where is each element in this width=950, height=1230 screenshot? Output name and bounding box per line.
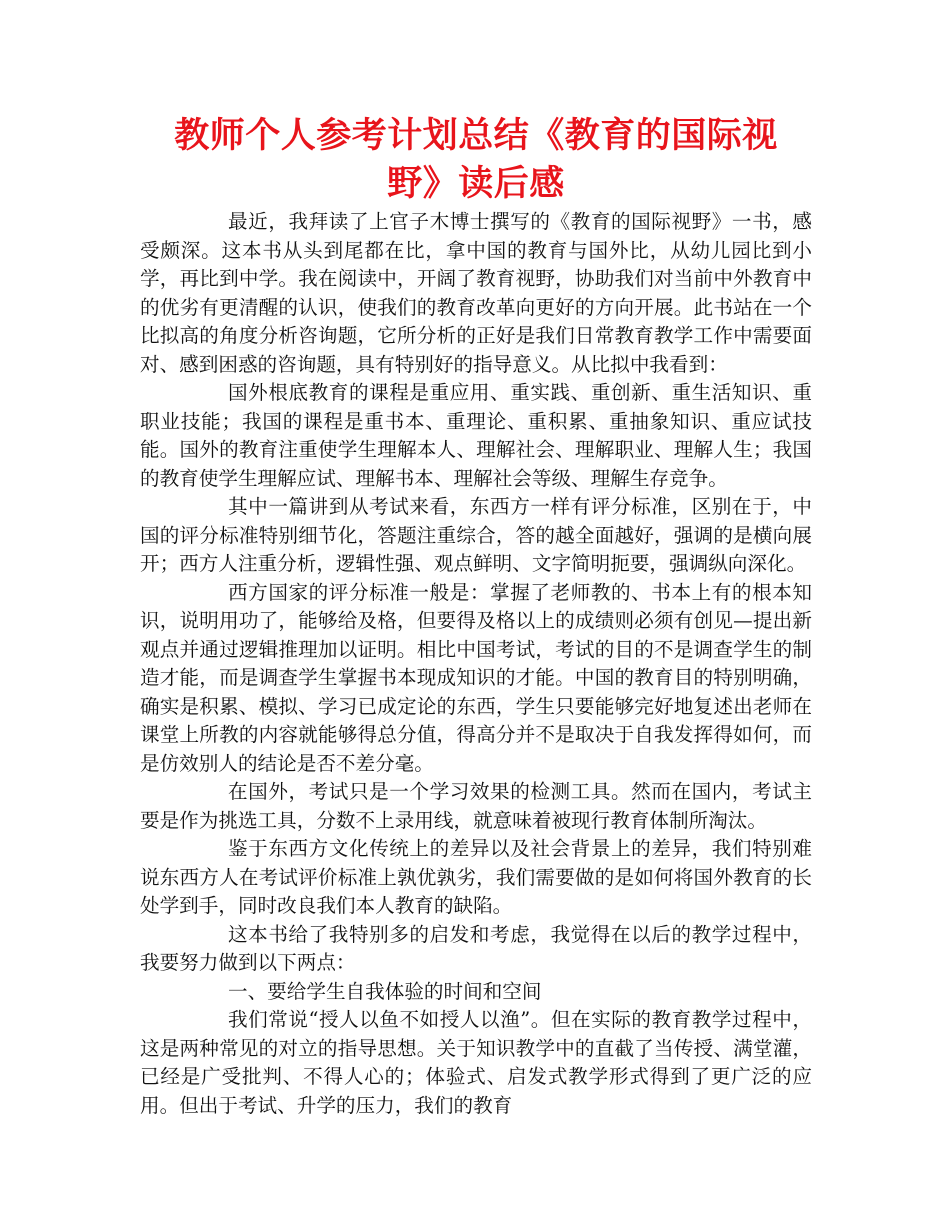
paragraph-7: 这本书给了我特别多的启发和考虑，我觉得在以后的教学过程中，我要努力做到以下两点： <box>140 922 812 974</box>
paragraph-4: 西方国家的评分标准一般是：掌握了老师教的、书本上有的根本知识，说明用功了，能够给及格，但要得及格以上的成绩则必须有创见—提出新观点并通过逻辑推理加以证明。相比中国考试，考试的目的不是调查学生的制造才能，而是调查学生掌握书本现成知识的才能。中国的教育目的特别明确，确实是积累、模拟、学习已成定论的东西，学生只要能够完好地复述出老师在课堂上所教的内容就能够得总分值，得高分并不是取决于自我发挥得如何，而是仿效别人的结论是否不差分毫。 <box>140 580 812 775</box>
paragraph-5: 在国外，考试只是一个学习效果的检测工具。然而在国内，考试主要是作为挑选工具，分数不上录用线，就意味着被现行教育体制所淘汰。 <box>140 780 812 832</box>
paragraph-8: 我们常说“授人以鱼不如授人以渔”。但在实际的教育教学过程中，这是两种常见的对立的指导思想。关于知识教学中的直截了当传授、满堂灌，已经是广受批判、不得人心的；体验式、启发式教学形式得到了更广泛的应用。但出于考试、升学的压力，我们的教育 <box>140 1008 812 1117</box>
document-title <box>140 112 812 208</box>
section-heading-1: 一、要给学生自我体验的时间和空间 <box>228 979 542 1003</box>
title-line-1: 教师个人参考计划总结《教育的国际视 <box>174 116 778 156</box>
paragraph-6: 鉴于东西方文化传统上的差异以及社会背景上的差异，我们特别难说东西方人在考试评价标准上孰优孰劣，我们需要做的是如何将国外教育的长处学到手，同时改良我们本人教育的缺陷。 <box>140 837 812 917</box>
paragraph-1: 最近，我拜读了上官子木博士撰写的《教育的国际视野》一书，感受颇深。这本书从头到尾都在比，拿中国的教育与国外比，从幼儿园比到小学，再比到中学。我在阅读中，开阔了教育视野，协助我们对当前中外教育中的优劣有更清醒的认识，使我们的教育改革向更好的方向开展。此书站在一个比拟高的角度分析咨询题，它所分析的正好是我们日常教育教学工作中需要面对、感到困惑的咨询题，具有特别好的指导意义。从比拟中我看到： <box>140 210 812 376</box>
document-page <box>140 112 812 1120</box>
title-line-2: 野》读后感 <box>387 164 565 204</box>
document-body <box>140 208 812 1120</box>
paragraph-2: 国外根底教育的课程是重应用、重实践、重创新、重生活知识、重职业技能；我国的课程是重书本、重理论、重积累、重抽象知识、重应试技能。国外的教育注重使学生理解本人、理解社会、理解职业、理解人生；我国的教育使学生理解应试、理解书本、理解社会等级、理解生存竞争。 <box>140 381 812 490</box>
paragraph-3: 其中一篇讲到从考试来看，东西方一样有评分标准，区别在于，中国的评分标准特别细节化，答题注重综合，答的越全面越好，强调的是横向展开；西方人注重分析，逻辑性强、观点鲜明、文字简明扼要，强调纵向深化。 <box>140 495 812 575</box>
